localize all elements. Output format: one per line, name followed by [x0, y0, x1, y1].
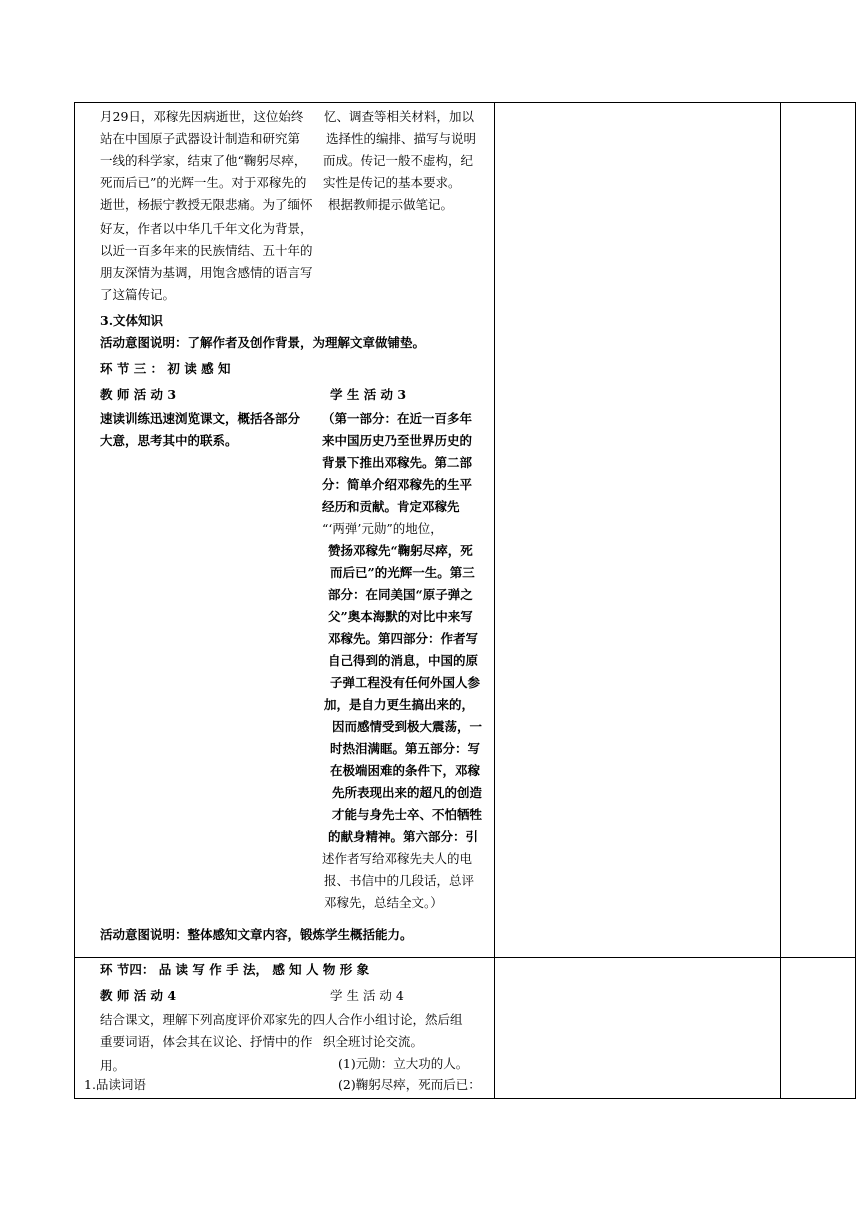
section-title-genre: 3.文体知识: [100, 313, 164, 328]
teacher-task-text: [100, 408, 300, 452]
text-line: 自己得到的消息，中国的原: [328, 653, 479, 668]
task-text-line: 1.品读词语: [84, 1077, 146, 1092]
text-line: 以近一百多年来的民族情结、五十年的: [100, 243, 313, 258]
table-left-border: [74, 102, 75, 1099]
text-line: 述作者写给邓稼先夫人的电: [322, 851, 473, 866]
task-text-line: (1)元勋：立大功的人。: [338, 1056, 469, 1071]
text-line: （第一部分：在近一百多年: [322, 411, 473, 426]
table-right-border: [855, 102, 856, 1099]
task-text-line: 重要词语，体会其在议论、抒情中的作: [100, 1034, 313, 1049]
text-line: 死而后已”的光辉一生。对于邓稼先的: [100, 175, 307, 190]
activity-intent-note: [100, 924, 413, 946]
teacher-activity-3-heading: 教 师 活 动 3: [100, 387, 177, 402]
text-line: 报、书信中的几段话，总评: [324, 873, 475, 888]
teacher-activity-4-heading: 教 师 活 动 4: [100, 988, 177, 1003]
text-line: 了这篇传记。: [100, 287, 176, 302]
text-line: 部分：在同美国“原子弹之: [328, 587, 473, 602]
column-divider-1: [494, 102, 495, 1099]
text-line: 赞扬邓稼先“鞠躬尽瘁，死: [328, 543, 473, 558]
text-line: 来中国历史乃至世界历史的: [322, 433, 473, 448]
text-line: 实性是传记的基本要求。: [323, 175, 461, 190]
table-bottom-border: [74, 1098, 856, 1099]
text-line: 在极端困难的条件下，邓稼: [330, 763, 481, 778]
text-line: 因而感情受到极大震荡，一: [332, 719, 483, 734]
text-line: 站在中国原子武器设计制造和研究第: [100, 131, 301, 146]
text-line: 一线的科学家，结束了他“鞠躬尽瘁，: [100, 153, 307, 168]
text-line: 邓稼先。第四部分：作者写: [328, 631, 479, 646]
text-line: 选择性的编排、描写与说明: [326, 131, 477, 146]
column-divider-2: [780, 102, 781, 1099]
text-line: 根据教师提示做笔记。: [328, 197, 454, 212]
student-activity-4-heading: 学 生 活 动 4: [330, 988, 404, 1003]
table-top-border: [74, 102, 856, 103]
stage-4-title: 环 节四： 品 读 写 作 手 法， 感 知 人 物 形 象: [100, 962, 370, 977]
text-line: 月29日，邓稼先因病逝世，这位始终: [100, 109, 304, 124]
text-line: 忆、调查等相关材料，加以: [324, 109, 475, 124]
text-line: 先所表现出来的超凡的创造: [332, 785, 483, 800]
row-divider: [74, 957, 856, 958]
text-line: 子弹工程没有任何外国人参: [330, 675, 481, 690]
text-line: 朋友深情为基调，用饱含感情的语言写: [100, 265, 313, 280]
text-line: 而后已”的光辉一生。第三: [330, 565, 475, 580]
task-text-line: 用。: [100, 1058, 126, 1073]
text-line: “‘两弹’元勋”的地位，: [322, 521, 443, 536]
intent-note-text: 活动意图说明：整体感知文章内容，锻炼学生概括能力。: [100, 927, 413, 942]
text-line: 经历和贡献。肯定邓稼先: [322, 499, 460, 514]
text-line: 分：简单介绍邓稼先的生平: [322, 477, 473, 492]
text-line: 父”奥本海默的对比中来写: [328, 609, 473, 624]
task-text-line: (2)鞠躬尽瘁，死而后已：: [338, 1077, 481, 1092]
stage-3-title: 环 节 三 ： 初 读 感 知: [100, 361, 231, 376]
activity-intent-note: 活动意图说明：了解作者及创作背景，为理解文章做铺垫。: [100, 335, 426, 350]
text-line: 的献身精神。第六部分：引: [328, 829, 479, 844]
text-line: 加，是自力更生搞出来的，: [324, 697, 475, 712]
background-text-right: [323, 106, 476, 216]
text-line: 大意，思考其中的联系。: [100, 433, 238, 448]
text-line: 时热泪满眶。第五部分：写: [330, 741, 481, 756]
student-activity-3-heading: 学 生 活 动 3: [330, 387, 407, 402]
task-text-line: 织全班讨论交流。: [323, 1034, 424, 1049]
text-line: 逝世，杨振宁教授无限悲痛。为了缅怀: [100, 197, 313, 212]
task-text-line: 结合课文，理解下列高度评价邓家先的四人合作小组讨论，然后组: [100, 1012, 463, 1027]
text-line: 背景下推出邓稼先。第二部: [322, 455, 473, 470]
text-line: 速读训练迅速浏览课文，概括各部分: [100, 411, 301, 426]
text-line: 才能与身先士卒、不怕牺牲: [332, 807, 483, 822]
student-answer-text: [322, 408, 482, 914]
background-text-left: [100, 106, 313, 306]
text-line: 好友，作者以中华几千年文化为背景，: [100, 221, 313, 236]
text-line: 邓稼先，总结全文。）: [324, 895, 443, 910]
text-line: 而成。传记一般不虚构，纪: [323, 153, 474, 168]
